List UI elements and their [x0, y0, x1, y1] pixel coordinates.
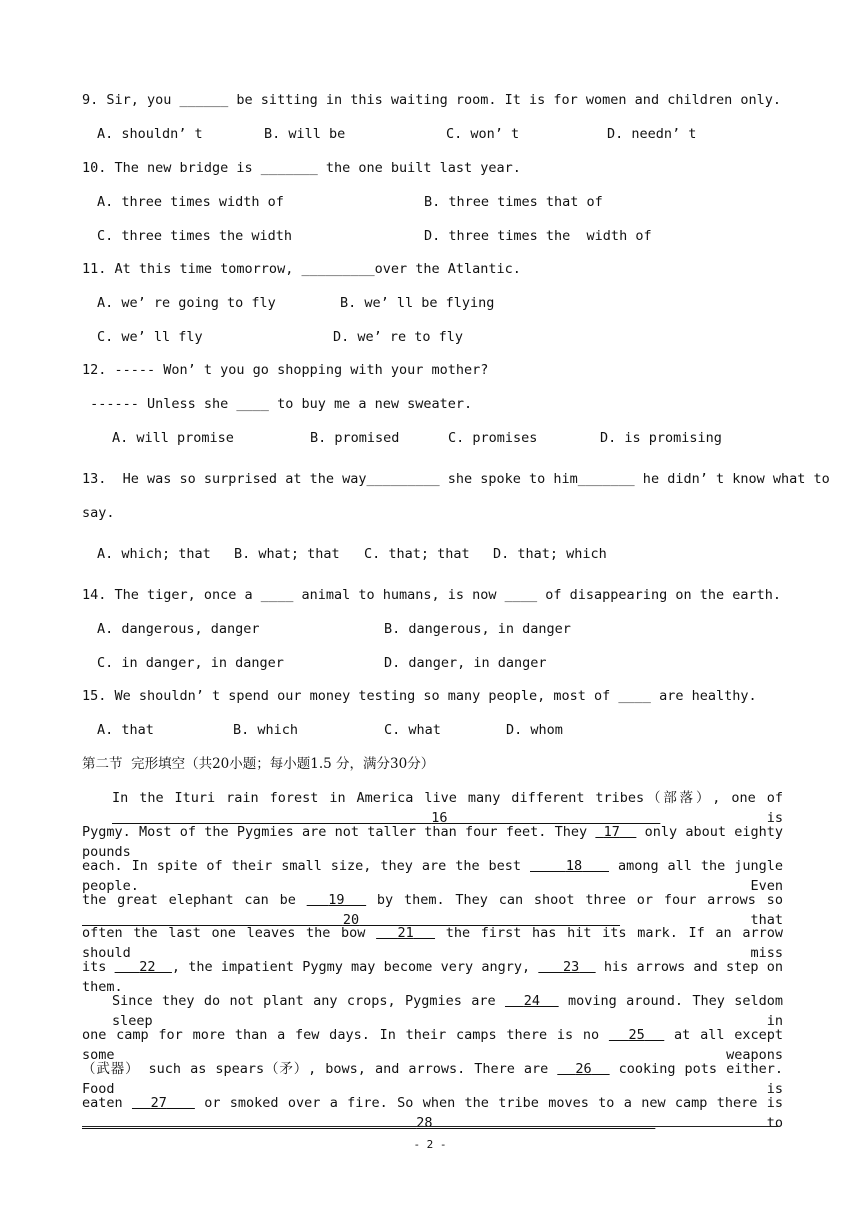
blank-17: 17: [603, 824, 620, 840]
question-11-option-a: A. we’ re going to fly: [97, 295, 276, 311]
question-10-option-d: D. three times the width of: [424, 228, 652, 244]
section-2-heading: 第二节 完形填空（共20小题；每小题1.5 分，满分30分）: [82, 756, 435, 772]
question-14-option-d: D. danger, in danger: [384, 655, 547, 671]
question-14-option-a: A. dangerous, danger: [97, 621, 260, 637]
question-14-option-b: B. dangerous, in danger: [384, 621, 571, 637]
question-9-stem: 9. Sir, you ______ be sitting in this waiting room. It is for women and children only.: [82, 92, 781, 108]
question-9-option-b: B. will be: [264, 126, 346, 142]
question-12-option-c: C. promises: [448, 430, 538, 446]
question-14-option-c: C. in danger, in danger: [97, 655, 284, 671]
blank-16: 16: [431, 810, 448, 826]
question-10-stem: 10. The new bridge is _______ the one built last year.: [82, 160, 521, 176]
footer-divider: [82, 1126, 778, 1127]
blank-28: 28: [416, 1115, 433, 1131]
blank-26: 26: [575, 1061, 592, 1077]
passage-line: often the last one leaves the bow 21 the first has hit its mark. If an arrow should miss: [82, 925, 783, 961]
blank-25: 25: [628, 1027, 645, 1043]
passage-line: each. In spite of their small size, they are the best 18 among all the jungle people. Even: [82, 858, 783, 894]
question-10-option-b: B. three times that of: [424, 194, 603, 210]
page-number: - 2 -: [413, 1138, 447, 1151]
question-15-option-d: D. whom: [506, 722, 563, 738]
passage-line: eaten 27 or smoked over a fire. So when the tribe moves to a new camp there is 28 to: [82, 1095, 784, 1131]
passage-line: one camp for more than a few days. In their camps there is no 25 at all except some weapons: [82, 1027, 783, 1063]
question-15-stem: 15. We shouldn’ t spend our money testing so many people, most of ____ are healthy.: [82, 688, 757, 704]
blank-24: 24: [523, 993, 540, 1009]
blank-19: 19: [328, 892, 345, 908]
question-12-option-a: A. will promise: [112, 430, 234, 446]
blank-22: 22: [139, 959, 156, 975]
question-13-option-b: B. what; that: [234, 546, 340, 562]
question-13-option-a: A. which; that: [97, 546, 211, 562]
blank-23: 23: [562, 959, 580, 975]
blank-20: 20: [342, 912, 360, 928]
blank-18: 18: [565, 858, 583, 874]
question-9-option-d: D. needn’ t: [607, 126, 697, 142]
question-15-option-b: B. which: [233, 722, 299, 738]
question-11-option-c: C. we’ ll fly: [97, 329, 203, 345]
question-13-option-d: D. that; which: [493, 546, 607, 562]
blank-21: 21: [397, 925, 414, 941]
question-11-option-b: B. we’ ll be flying: [340, 295, 495, 311]
question-11-option-d: D. we’ re to fly: [333, 329, 464, 345]
passage-line: In the Ituri rain forest in America live many different tribes（部落）, one of 16 is: [112, 790, 784, 826]
question-13-option-c: C. that; that: [364, 546, 470, 562]
question-11-stem: 11. At this time tomorrow, _________over the Atlantic.: [82, 261, 521, 277]
question-12-option-b: B. promised: [310, 430, 400, 446]
blank-27: 27: [150, 1095, 167, 1111]
passage-line: Pygmy. Most of the Pygmies are not taller than four feet. They 17 only about eighty pounds: [82, 824, 784, 860]
question-15-option-a: A. that: [97, 722, 154, 738]
question-10-option-a: A. three times width of: [97, 194, 284, 210]
passage-line: its 22 , the impatient Pygmy may become very angry, 23 his arrows and step on them.: [82, 959, 783, 995]
question-12-reply: ------ Unless she ____ to buy me a new sweater.: [82, 396, 473, 412]
question-9-option-a: A. shouldn’ t: [97, 126, 203, 142]
question-14-stem: 14. The tiger, once a ____ animal to humans, is now ____ of disappearing on the earth.: [82, 587, 781, 603]
question-12-option-d: D. is promising: [600, 430, 722, 446]
passage-line: Since they do not plant any crops, Pygmies are 24 moving around. They seldom sleep in: [112, 993, 783, 1029]
question-9-option-c: C. won’ t: [446, 126, 520, 142]
question-13-stem-continued: say.: [82, 505, 115, 521]
passage-line: （武器） such as spears（矛）, bows, and arrows. There are 26 cooking pots either. Food is: [82, 1061, 783, 1097]
passage-line: the great elephant can be 19 by them. They can shoot three or four arrows so 20 that: [82, 892, 783, 928]
question-10-option-c: C. three times the width: [97, 228, 293, 244]
question-15-option-c: C. what: [384, 722, 441, 738]
question-12-stem: 12. ----- Won’ t you go shopping with your mother?: [82, 362, 489, 378]
question-13-stem: 13. He was so surprised at the way_________ she spoke to him_______ he didn’ t know what to: [82, 471, 830, 487]
